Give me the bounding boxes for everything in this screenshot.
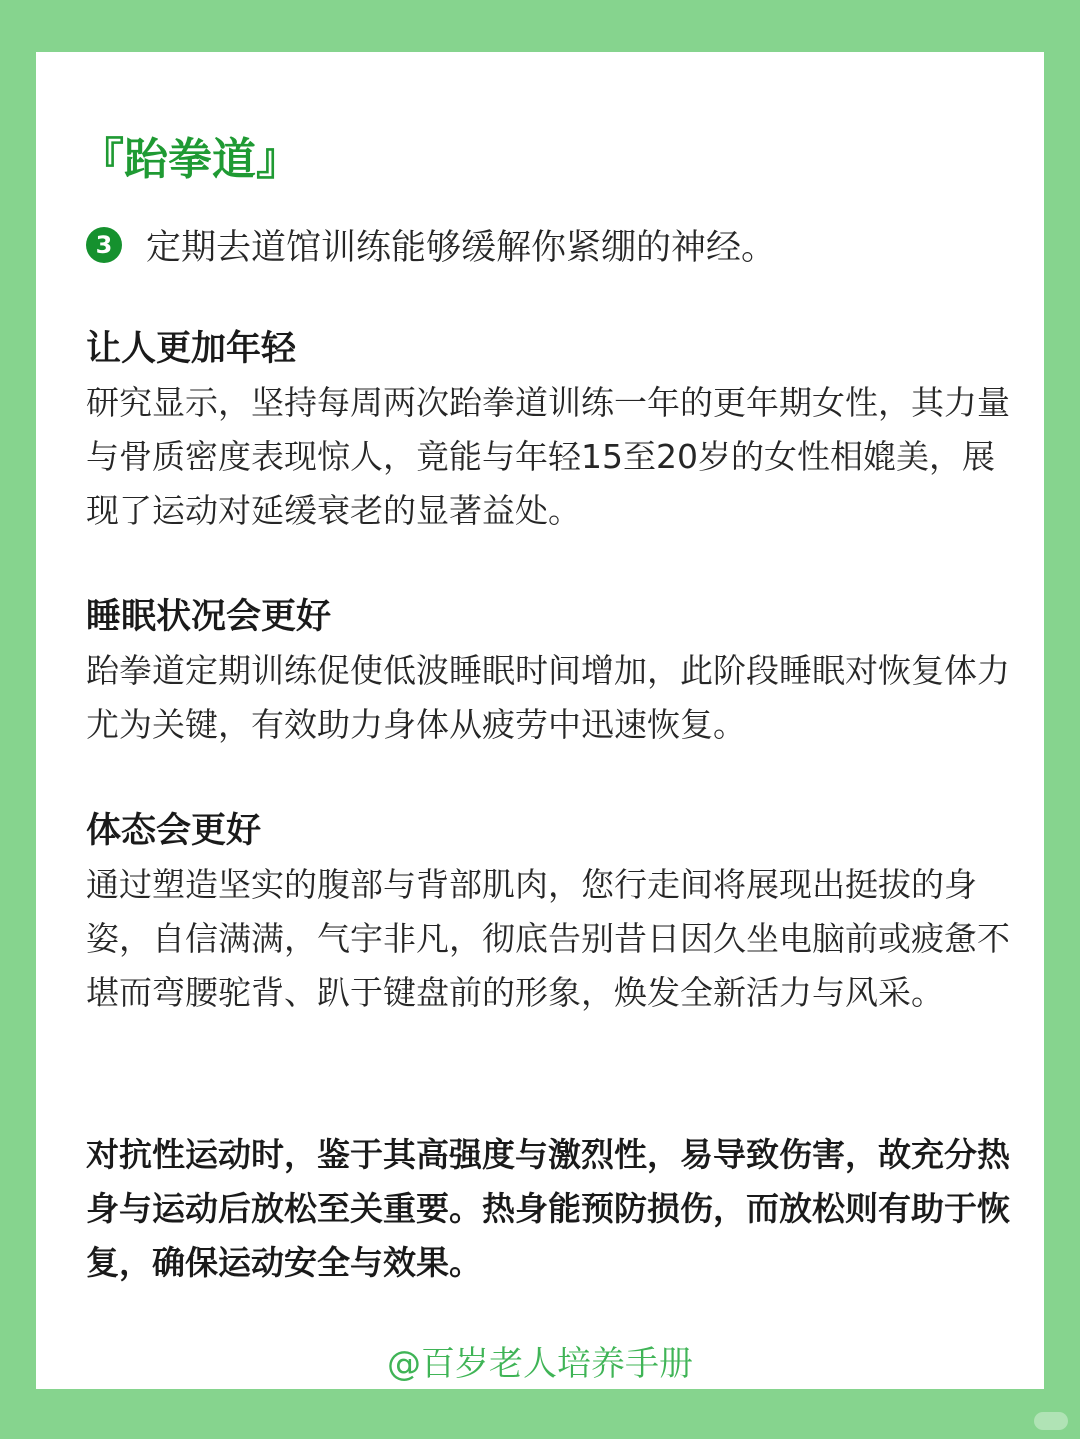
section-heading: 体态会更好 (86, 811, 262, 851)
watermark-pill (1034, 1412, 1068, 1430)
section-heading: 睡眠状况会更好 (86, 597, 332, 637)
conclusion-text: 对抗性运动时，鉴于其高强度与激烈性，易导致伤害，故充分热身与运动后放松至关重要。热身能预防损伤，而放松则有助于恢复，确保运动安全与效果。 (86, 1135, 1010, 1282)
section-body: 通过塑造坚实的腹部与背部肌肉，您行走间将展现出挺拔的身姿，自信满满，气宇非凡，彻底告别昔日因久坐电脑前或疲惫不堪而弯腰驼背、趴于键盘前的形象，焕发全新活力与风采。 (86, 865, 1010, 1012)
point-text: 定期去道馆训练能够缓解你紧绷的神经。 (146, 228, 777, 268)
section-posture (86, 804, 1021, 1020)
point-item (86, 220, 776, 270)
author-handle: @百岁老人培养手册 (387, 1344, 693, 1384)
content-card (36, 52, 1044, 1389)
section-body: 跆拳道定期训练促使低波睡眠时间增加，此阶段睡眠对恢复体力尤为关键，有效助力身体从疲劳中迅速恢复。 (86, 651, 1010, 744)
section-sleep (86, 590, 1021, 752)
page-title: 『跆拳道』 (80, 134, 300, 185)
section-heading: 让人更加年轻 (86, 329, 297, 369)
number-badge: 3 (86, 227, 122, 263)
section-younger (86, 322, 1021, 538)
section-body: 研究显示，坚持每周两次跆拳道训练一年的更年期女性，其力量与骨质密度表现惊人，竟能与年轻15至20岁的女性相媲美，展现了运动对延缓衰老的显著益处。 (86, 383, 1010, 530)
